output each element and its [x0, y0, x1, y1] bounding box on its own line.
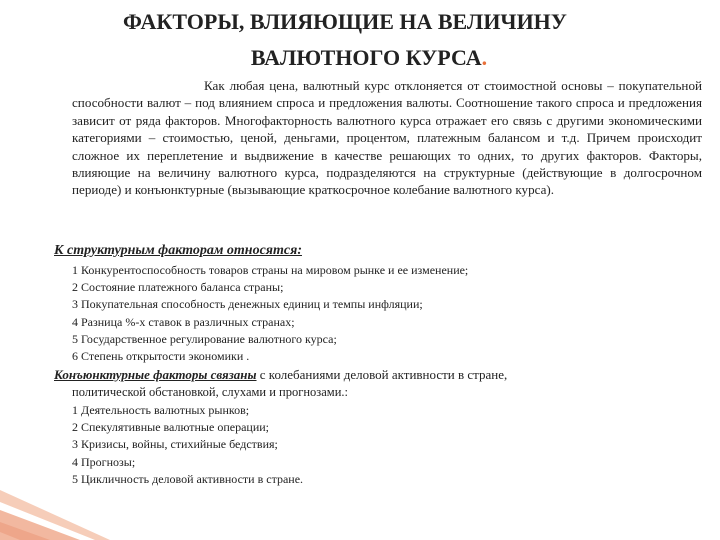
intro-paragraph	[72, 77, 702, 199]
list-item: 1 Конкурентоспособность товаров страны на мировом рынке и ее изменение;	[72, 263, 469, 277]
list-item: 4 Разница %-х ставок в различных странах;	[72, 314, 295, 329]
title-line-1: ФАКТОРЫ, ВЛИЯЮЩИЕ НА ВЕЛИЧИНУ	[123, 9, 567, 34]
list-item: 3 Кризисы, войны, стихийные бедствия;	[72, 437, 278, 452]
list-item: 6 Степень открытости экономики .	[72, 349, 250, 364]
structural-factors-heading: К структурным факторам относятся:	[54, 243, 302, 258]
list-item: 2 Состояние платежного баланса страны;	[72, 280, 284, 295]
structural-factors-list	[72, 262, 468, 365]
title-dot: .	[481, 45, 488, 70]
list-item: 5 Цикличность деловой активности в стране.	[72, 471, 304, 486]
conjunctural-heading-continuation: политической обстановкой, слухами и прогнозами.:	[72, 385, 348, 399]
title-line-2: ВАЛЮТНОГО КУРСА.	[250, 45, 488, 70]
list-item: 2 Спекулятивные валютные операции;	[72, 420, 269, 435]
intro-text: Как любая цена, валютный курс отклоняется от стоимостной основы – покупательной способности валют – под влиянием спроса и предложения валюты. Соотношение такого спроса и предложения зависит от ряда факторов. Многофакторность валютного курса отражает его связь с другими экономическими категориями – стоимостью, ценой, деньгами, процентом, платежным балансом и т.д. Причем происходит сложное их переплетение и выдвижение в качестве решающих то одних, то других факторов. Факторы, влияющие на величину валютного курса, подразделяются на структурные (действующие в долгосрочном периоде) и конъюнктурные (вызывающие краткосрочное колебание валютного курса).	[72, 78, 702, 198]
conjunctural-factors-list	[72, 402, 303, 488]
list-item: 3 Покупательная способность денежных единиц и темпы инфляции;	[72, 297, 423, 312]
conjunctural-factors-heading: Конъюнктурные факторы связаны с колебаниями деловой активности в стране,	[54, 367, 508, 382]
page-title	[0, 4, 720, 76]
list-item: 4 Прогнозы;	[72, 454, 136, 469]
list-item: 1 Деятельность валютных рынков;	[72, 403, 250, 417]
list-item: 5 Государственное регулирование валютного курса;	[72, 331, 337, 346]
